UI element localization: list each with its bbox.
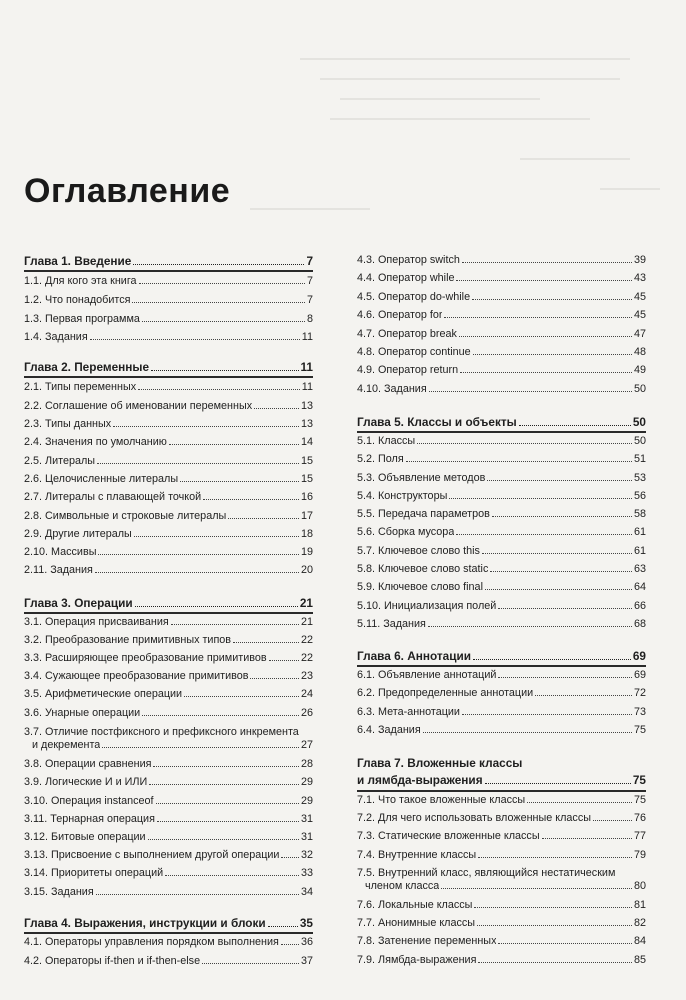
- item-title: 5.3. Объявление методов: [357, 472, 486, 484]
- toc-item-4-4[interactable]: [357, 272, 646, 285]
- item-title: 7.3. Статические вложенные классы: [357, 830, 540, 842]
- dot-leader: [148, 839, 299, 840]
- page-number: 63: [633, 563, 646, 575]
- item-title: 2.5. Литералы: [24, 455, 96, 467]
- toc-item-5-5[interactable]: [357, 508, 646, 521]
- dot-leader: [102, 747, 299, 748]
- toc-item-2-1[interactable]: [24, 381, 313, 394]
- dot-leader: [459, 336, 632, 337]
- item-title: 6.2. Предопределенные аннотации: [357, 687, 534, 699]
- item-title: 6.3. Мета-аннотации: [357, 706, 460, 718]
- item-title: 1.2. Что понадобится: [24, 294, 131, 306]
- page-number: 29: [300, 795, 313, 807]
- page-number: 76: [633, 812, 646, 824]
- page-number: 58: [633, 508, 646, 520]
- item-title: 1.3. Первая программа: [24, 313, 140, 325]
- item-title: 4.9. Оператор return: [357, 364, 459, 376]
- toc-chapter-6[interactable]: [357, 650, 646, 663]
- item-title: 2.8. Символьные и строковые литералы: [24, 510, 227, 522]
- toc-chapter-5[interactable]: [357, 416, 646, 429]
- item-title: 3.11. Тернарная операция: [24, 813, 155, 825]
- toc-item-4-5[interactable]: [357, 291, 646, 304]
- dot-leader: [138, 389, 300, 390]
- dot-leader: [449, 498, 632, 499]
- dot-leader: [482, 553, 632, 554]
- page-number: 24: [300, 688, 313, 700]
- chapter-rule: [24, 270, 313, 272]
- item-title: 4.2. Операторы if-then и if-then-else: [24, 955, 201, 967]
- toc-item-4-7[interactable]: [357, 328, 646, 341]
- toc-item-7-9[interactable]: [357, 954, 646, 967]
- toc-item-4-1[interactable]: [24, 936, 313, 949]
- item-title: 5.1. Классы: [357, 435, 416, 447]
- item-title: 1.4. Задания: [24, 331, 88, 343]
- item-title: 6.4. Задания: [357, 724, 421, 736]
- item-title: 3.7. Отличие постфиксного и префиксного инкремента: [24, 726, 299, 738]
- dot-leader: [98, 554, 299, 555]
- page-number: 20: [300, 564, 313, 576]
- item-title: 3.4. Сужающее преобразование примитивов: [24, 670, 249, 682]
- toc-item-3-1[interactable]: [24, 616, 313, 629]
- page-number: 53: [633, 472, 646, 484]
- toc-item-2-7[interactable]: [24, 491, 313, 504]
- dot-leader: [423, 732, 632, 733]
- page-number: 11: [301, 381, 313, 393]
- item-title: 4.3. Оператор switch: [357, 254, 460, 266]
- page-number: 64: [633, 581, 646, 593]
- page-number: 23: [300, 670, 313, 682]
- dot-leader: [113, 426, 299, 427]
- toc-item-4-2[interactable]: [24, 955, 313, 968]
- item-title: 5.9. Ключевое слово final: [357, 581, 483, 593]
- page-number: 85: [633, 954, 646, 966]
- page-number: 50: [633, 383, 646, 395]
- toc-item-4-10[interactable]: [357, 383, 646, 396]
- item-title: 3.9. Логические И и ИЛИ: [24, 776, 148, 788]
- dot-leader: [478, 962, 632, 963]
- toc-item-3-2[interactable]: [24, 634, 313, 647]
- toc-item-2-4[interactable]: [24, 436, 313, 449]
- toc-item-2-5[interactable]: [24, 455, 313, 468]
- toc-item-2-2[interactable]: [24, 400, 313, 413]
- toc-chapter-3[interactable]: [24, 597, 313, 610]
- item-title: 7.6. Локальные классы: [357, 899, 473, 911]
- item-title: 4.5. Оператор do-while: [357, 291, 471, 303]
- toc-item-6-2[interactable]: [357, 687, 646, 700]
- toc-item-3-5[interactable]: [24, 688, 313, 701]
- toc-item-5-9[interactable]: [357, 581, 646, 594]
- dot-leader: [478, 857, 632, 858]
- page-number: 49: [633, 364, 646, 376]
- toc-item-2-6[interactable]: [24, 473, 313, 486]
- item-title: 2.7. Литералы с плавающей точкой: [24, 491, 202, 503]
- dot-leader: [498, 608, 632, 609]
- dot-leader: [535, 695, 632, 696]
- chapter-rule: [357, 790, 646, 792]
- dot-leader: [156, 803, 299, 804]
- page-number: 84: [633, 935, 646, 947]
- item-title: 3.13. Присвоение с выполнением другой операции: [24, 849, 280, 861]
- item-title-continued: членом класса: [365, 880, 440, 892]
- dot-leader: [519, 425, 631, 426]
- dot-leader: [406, 461, 632, 462]
- dot-leader: [456, 280, 632, 281]
- item-title: 7.2. Для чего использовать вложенные классы: [357, 812, 591, 824]
- chapter-rule: [357, 665, 646, 667]
- item-title: 2.2. Соглашение об именовании переменных: [24, 400, 253, 412]
- dot-leader: [593, 820, 632, 821]
- item-title: 2.4. Значения по умолчанию: [24, 436, 167, 448]
- item-title: 3.8. Операции сравнения: [24, 758, 152, 770]
- item-title: 2.6. Целочисленные литералы: [24, 473, 179, 485]
- dot-leader: [281, 857, 299, 858]
- dot-leader: [477, 925, 632, 926]
- item-title: 2.9. Другие литералы: [24, 528, 132, 540]
- dot-leader: [95, 572, 299, 573]
- toc-item-1-2[interactable]: [24, 294, 313, 307]
- item-title: 5.10. Инициализация полей: [357, 600, 497, 612]
- chapter-rule: [357, 431, 646, 433]
- item-title: 3.5. Арифметические операции: [24, 688, 183, 700]
- item-title: 7.7. Анонимные классы: [357, 917, 476, 929]
- item-title: 5.4. Конструкторы: [357, 490, 448, 502]
- item-title: 1.1. Для кого эта книга: [24, 275, 137, 287]
- page-number: 11: [301, 331, 313, 343]
- dot-leader: [460, 372, 632, 373]
- page-number: 68: [633, 618, 646, 630]
- page-number: 31: [300, 831, 313, 843]
- dot-leader: [474, 907, 632, 908]
- item-title: 4.4. Оператор while: [357, 272, 455, 284]
- dot-leader: [135, 606, 298, 607]
- item-title: 5.2. Поля: [357, 453, 404, 465]
- page-number: 48: [633, 346, 646, 358]
- toc-item-7-7[interactable]: [357, 917, 646, 930]
- item-title: 5.7. Ключевое слово this: [357, 545, 480, 557]
- item-title: 6.1. Объявление аннотаций: [357, 669, 497, 681]
- item-title: 7.1. Что такое вложенные классы: [357, 794, 526, 806]
- item-title: 7.4. Внутренние классы: [357, 849, 477, 861]
- item-title: 4.10. Задания: [357, 383, 427, 395]
- toc-item-3-14[interactable]: [24, 867, 313, 880]
- toc-item-6-3[interactable]: [357, 706, 646, 719]
- page-number: 21: [299, 596, 313, 610]
- chapter-title: Глава 6. Аннотации: [357, 650, 471, 663]
- toc-chapter-1[interactable]: [24, 255, 313, 268]
- toc-item-3-12[interactable]: [24, 831, 313, 844]
- item-title-continued: и декремента: [32, 739, 101, 751]
- page-number: 21: [300, 616, 313, 628]
- toc-item-1-1[interactable]: [24, 275, 313, 288]
- toc-item-4-8[interactable]: [357, 346, 646, 359]
- page-number: 35: [299, 916, 313, 930]
- toc-item-3-8[interactable]: [24, 758, 313, 771]
- item-title: 4.1. Операторы управления порядком выполнения: [24, 936, 279, 948]
- toc-item-7-8[interactable]: [357, 935, 646, 948]
- chapter-title: Глава 5. Классы и объекты: [357, 416, 517, 429]
- dot-leader: [139, 283, 305, 284]
- dot-leader: [444, 317, 632, 318]
- dot-leader: [492, 516, 632, 517]
- page-number: 13: [300, 418, 313, 430]
- page-number: 50: [633, 435, 646, 447]
- dot-leader: [134, 536, 299, 537]
- page-number: 79: [633, 849, 646, 861]
- toc-item-2-8[interactable]: [24, 510, 313, 523]
- toc-item-4-3[interactable]: [357, 254, 646, 267]
- dot-leader: [165, 875, 299, 876]
- dot-leader: [151, 370, 298, 371]
- page-number: 37: [300, 955, 313, 967]
- toc-item-1-4[interactable]: [24, 331, 313, 344]
- page-number: 36: [300, 936, 313, 948]
- dot-leader: [269, 660, 299, 661]
- page-number: 11: [300, 360, 313, 374]
- dot-leader: [169, 444, 299, 445]
- dot-leader: [485, 589, 632, 590]
- page-number: 15: [300, 455, 313, 467]
- page-number: 61: [633, 545, 646, 557]
- dot-leader: [417, 443, 632, 444]
- toc-item-7-1[interactable]: [357, 794, 646, 807]
- item-title: 3.10. Операция instanceof: [24, 795, 154, 807]
- page-number: 80: [633, 880, 646, 892]
- toc-item-5-3[interactable]: [357, 472, 646, 485]
- dot-leader: [228, 518, 299, 519]
- item-title: 5.6. Сборка мусора: [357, 526, 455, 538]
- chapter-title: Глава 3. Операции: [24, 597, 133, 610]
- toc-item-2-9[interactable]: [24, 528, 313, 541]
- toc-item-4-6[interactable]: [357, 309, 646, 322]
- page-number: 50: [632, 415, 646, 429]
- toc-item-2-10[interactable]: [24, 546, 313, 559]
- page-number: 15: [300, 473, 313, 485]
- toc-item-3-7[interactable]: [24, 726, 313, 752]
- item-title: 4.8. Оператор continue: [357, 346, 471, 358]
- dot-leader: [203, 499, 299, 500]
- dot-leader: [171, 624, 299, 625]
- dot-leader: [153, 766, 299, 767]
- toc-item-3-10[interactable]: [24, 795, 313, 808]
- item-title: 4.6. Оператор for: [357, 309, 443, 321]
- dot-leader: [441, 888, 632, 889]
- chapter-rule: [24, 376, 313, 378]
- item-title: 3.2. Преобразование примитивных типов: [24, 634, 232, 646]
- page-number: 8: [306, 313, 313, 325]
- item-title: 2.10. Массивы: [24, 546, 97, 558]
- page-number: 31: [300, 813, 313, 825]
- dot-leader: [498, 677, 632, 678]
- dot-leader: [527, 802, 632, 803]
- item-title: 4.7. Оператор break: [357, 328, 457, 340]
- page-number: 75: [632, 773, 646, 787]
- chapter-title: Глава 1. Введение: [24, 255, 132, 268]
- toc-item-5-11[interactable]: [357, 618, 646, 631]
- item-title: 7.8. Затенение переменных: [357, 935, 497, 947]
- page-number: 45: [633, 291, 646, 303]
- toc-item-7-3[interactable]: [357, 830, 646, 843]
- toc-item-3-13[interactable]: [24, 849, 313, 862]
- page-number: 81: [633, 899, 646, 911]
- dot-leader: [184, 696, 299, 697]
- toc-item-5-4[interactable]: [357, 490, 646, 503]
- page-number: 18: [300, 528, 313, 540]
- page-number: 72: [633, 687, 646, 699]
- toc-item-5-2[interactable]: [357, 453, 646, 466]
- page-number: 56: [633, 490, 646, 502]
- chapter-title: Глава 7. Вложенные классы: [357, 757, 523, 770]
- page-number: 14: [300, 436, 313, 448]
- toc-item-2-3[interactable]: [24, 418, 313, 431]
- toc-chapter-2[interactable]: [24, 361, 313, 374]
- dot-leader: [180, 481, 299, 482]
- dot-leader: [132, 302, 305, 303]
- toc-item-5-7[interactable]: [357, 545, 646, 558]
- page-number: 7: [306, 275, 313, 287]
- dot-leader: [542, 838, 632, 839]
- item-title: 3.12. Битовые операции: [24, 831, 146, 843]
- item-title: 5.5. Передача параметров: [357, 508, 490, 520]
- toc-item-4-9[interactable]: [357, 364, 646, 377]
- dot-leader: [268, 926, 298, 927]
- toc-item-7-5[interactable]: [357, 867, 646, 893]
- dot-leader: [462, 262, 632, 263]
- page-number: 32: [300, 849, 313, 861]
- page-number: 7: [306, 294, 313, 306]
- item-title: 3.6. Унарные операции: [24, 707, 141, 719]
- dot-leader: [90, 339, 300, 340]
- dot-leader: [462, 714, 632, 715]
- page-title: Оглавление: [24, 172, 231, 210]
- dot-leader: [157, 821, 299, 822]
- dot-leader: [490, 571, 632, 572]
- item-title: 3.15. Задания: [24, 886, 94, 898]
- toc-item-5-1[interactable]: [357, 435, 646, 448]
- item-title: 5.8. Ключевое слово static: [357, 563, 489, 575]
- dot-leader: [133, 264, 304, 265]
- chapter-rule: [24, 612, 313, 614]
- dot-leader: [473, 659, 631, 660]
- chapter-rule: [24, 932, 313, 934]
- page-number: 77: [633, 830, 646, 842]
- page-number: 13: [300, 400, 313, 412]
- item-title: 3.14. Приоритеты операций: [24, 867, 164, 879]
- item-title: 2.11. Задания: [24, 564, 93, 576]
- page-number: 61: [633, 526, 646, 538]
- dot-leader: [473, 354, 632, 355]
- toc-item-7-4[interactable]: [357, 849, 646, 862]
- page-number: 45: [633, 309, 646, 321]
- item-title: 3.1. Операция присваивания: [24, 616, 169, 628]
- toc-item-2-11[interactable]: [24, 564, 313, 577]
- dot-leader: [456, 534, 632, 535]
- item-title: 5.11. Задания: [357, 618, 426, 630]
- page-number: 75: [633, 724, 646, 736]
- dot-leader: [97, 463, 299, 464]
- item-title: 2.3. Типы данных: [24, 418, 112, 430]
- page-number: 69: [633, 669, 646, 681]
- page-number: 66: [633, 600, 646, 612]
- toc-item-6-1[interactable]: [357, 669, 646, 682]
- dot-leader: [281, 944, 299, 945]
- dot-leader: [487, 480, 632, 481]
- toc-chapter-4[interactable]: [24, 917, 313, 930]
- dot-leader: [250, 678, 299, 679]
- toc-item-5-8[interactable]: [357, 563, 646, 576]
- page-number: 27: [300, 739, 313, 751]
- page-number: 34: [300, 886, 313, 898]
- page-number: 22: [300, 634, 313, 646]
- dot-leader: [142, 321, 305, 322]
- page-number: 33: [300, 867, 313, 879]
- toc-item-3-15[interactable]: [24, 886, 313, 899]
- item-title: 7.5. Внутренний класс, являющийся нестатическим: [357, 867, 616, 879]
- dot-leader: [233, 642, 299, 643]
- dot-leader: [254, 408, 299, 409]
- page-number: 26: [300, 707, 313, 719]
- chapter-title: Глава 2. Переменные: [24, 361, 150, 374]
- dot-leader: [142, 715, 299, 716]
- toc-item-7-2[interactable]: [357, 812, 646, 825]
- toc-item-3-9[interactable]: [24, 776, 313, 789]
- page-number: 75: [633, 794, 646, 806]
- chapter-title: Глава 4. Выражения, инструкции и блоки: [24, 917, 266, 930]
- page-number: 47: [633, 328, 646, 340]
- page-number: 7: [306, 254, 313, 268]
- toc-item-6-4[interactable]: [357, 724, 646, 737]
- dot-leader: [429, 391, 632, 392]
- toc-item-3-11[interactable]: [24, 813, 313, 826]
- page-number: 17: [300, 510, 313, 522]
- item-title: 2.1. Типы переменных: [24, 381, 137, 393]
- toc-item-5-6[interactable]: [357, 526, 646, 539]
- dot-leader: [485, 783, 631, 784]
- dot-leader: [498, 943, 632, 944]
- page-number: 82: [633, 917, 646, 929]
- page-number: 16: [300, 491, 313, 503]
- page-number: 69: [632, 649, 646, 663]
- dot-leader: [428, 626, 632, 627]
- dot-leader: [96, 894, 299, 895]
- page-number: 19: [300, 546, 313, 558]
- page-number: 22: [300, 652, 313, 664]
- toc-item-3-6[interactable]: [24, 707, 313, 720]
- item-title: 3.3. Расширяющее преобразование примитивов: [24, 652, 267, 664]
- toc-item-3-3[interactable]: [24, 652, 313, 665]
- page-number: 51: [633, 453, 646, 465]
- toc-item-5-10[interactable]: [357, 600, 646, 613]
- item-title: 7.9. Лямбда-выражения: [357, 954, 477, 966]
- toc-item-1-3[interactable]: [24, 313, 313, 326]
- toc-item-3-4[interactable]: [24, 670, 313, 683]
- page-number: 28: [300, 758, 313, 770]
- dot-leader: [149, 784, 299, 785]
- page-number: 73: [633, 706, 646, 718]
- page-number: 43: [633, 272, 646, 284]
- toc-item-7-6[interactable]: [357, 899, 646, 912]
- toc-chapter-7[interactable]: [357, 757, 646, 787]
- dot-leader: [202, 963, 299, 964]
- page-number: 39: [633, 254, 646, 266]
- chapter-title-continued: и лямбда-выражения: [357, 774, 483, 787]
- dot-leader: [472, 299, 632, 300]
- page-number: 29: [300, 776, 313, 788]
